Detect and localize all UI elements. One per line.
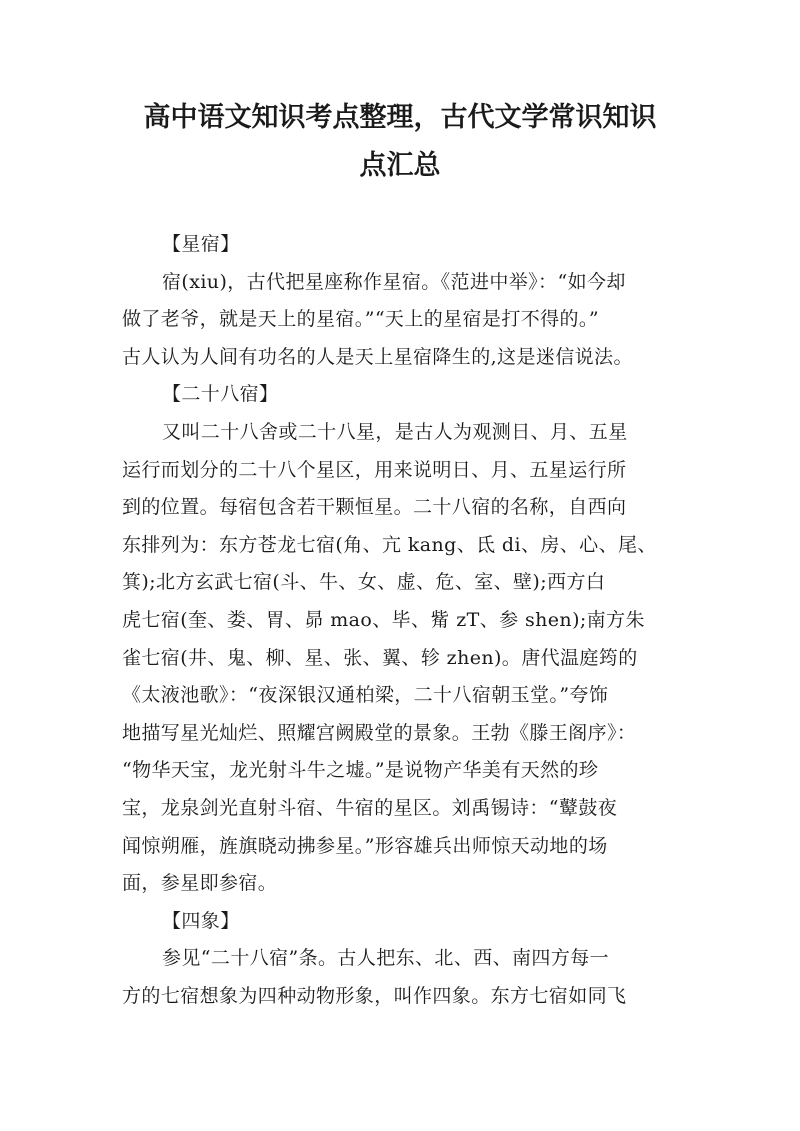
text-line: 运行而划分的二十八个星区，用来说明日、月、五星运行所 (122, 458, 627, 481)
section-heading: 【星宿】 (162, 233, 240, 255)
text-line: 东排列为：东方苍龙七宿(角、亢 kang、氐 di、房、心、尾、 (122, 533, 657, 556)
text-line: 地描写星光灿烂、照耀宫阙殿堂的景象。王勃《滕王阁序》： (122, 721, 637, 744)
text-line: 虎七宿(奎、娄、胃、昴 mao、毕、觜 zT、参 shen);南方朱 (122, 608, 645, 631)
text-line: 宿(xiu)，古代把星座称作星宿。《范进中举》：“如今却 (162, 270, 626, 293)
document-body (122, 226, 682, 1015)
text-line: 做了老爷，就是天上的星宿。”“天上的星宿是打不得的。” (122, 308, 599, 331)
text-line: 雀七宿(井、鬼、柳、星、张、翼、轸 zhen)。唐代温庭筠的 (122, 646, 638, 669)
text-line: 方的七宿想象为四种动物形象，叫作四象。东方七宿如同飞 (122, 984, 627, 1007)
text-line: 古人认为人间有功名的人是天上星宿降生的,这是迷信说法。 (122, 345, 633, 368)
section-heading: 【二十八宿】 (162, 383, 279, 406)
text-line: “物华天宝，龙光射斗牛之墟。”是说物产华美有天然的珍 (122, 759, 599, 782)
text-line: 箕);北方玄武七宿(斗、牛、女、虚、危、室、壁);西方白 (122, 571, 606, 594)
text-line: 面，参星即参宿。 (122, 872, 278, 895)
text-line: 参见“二十八宿”条。古人把东、北、西、南四方每一 (162, 947, 610, 970)
text-line: 宝，龙泉剑光直射斗宿、牛宿的星区。刘禹锡诗：“鼙鼓夜 (122, 796, 618, 819)
text-line: 《太液池歌》：“夜深银汉通柏梁，二十八宿朝玉堂。”夸饰 (122, 684, 609, 707)
title-line-1: 高中语文知识考点整理，古代文学常识知识 (143, 102, 657, 133)
text-line: 到的位置。每宿包含若干颗恒星。二十八宿的名称，自西向 (122, 496, 627, 519)
title-line-2: 点汇总 (359, 150, 441, 181)
text-line: 闻惊朔雁，旌旗晓动拂参星。”形容雄兵出师惊天动地的场 (122, 834, 608, 857)
section-heading: 【四象】 (162, 909, 240, 932)
document-title (0, 94, 800, 190)
text-line: 又叫二十八舍或二十八星，是古人为观测日、月、五星 (162, 420, 628, 443)
